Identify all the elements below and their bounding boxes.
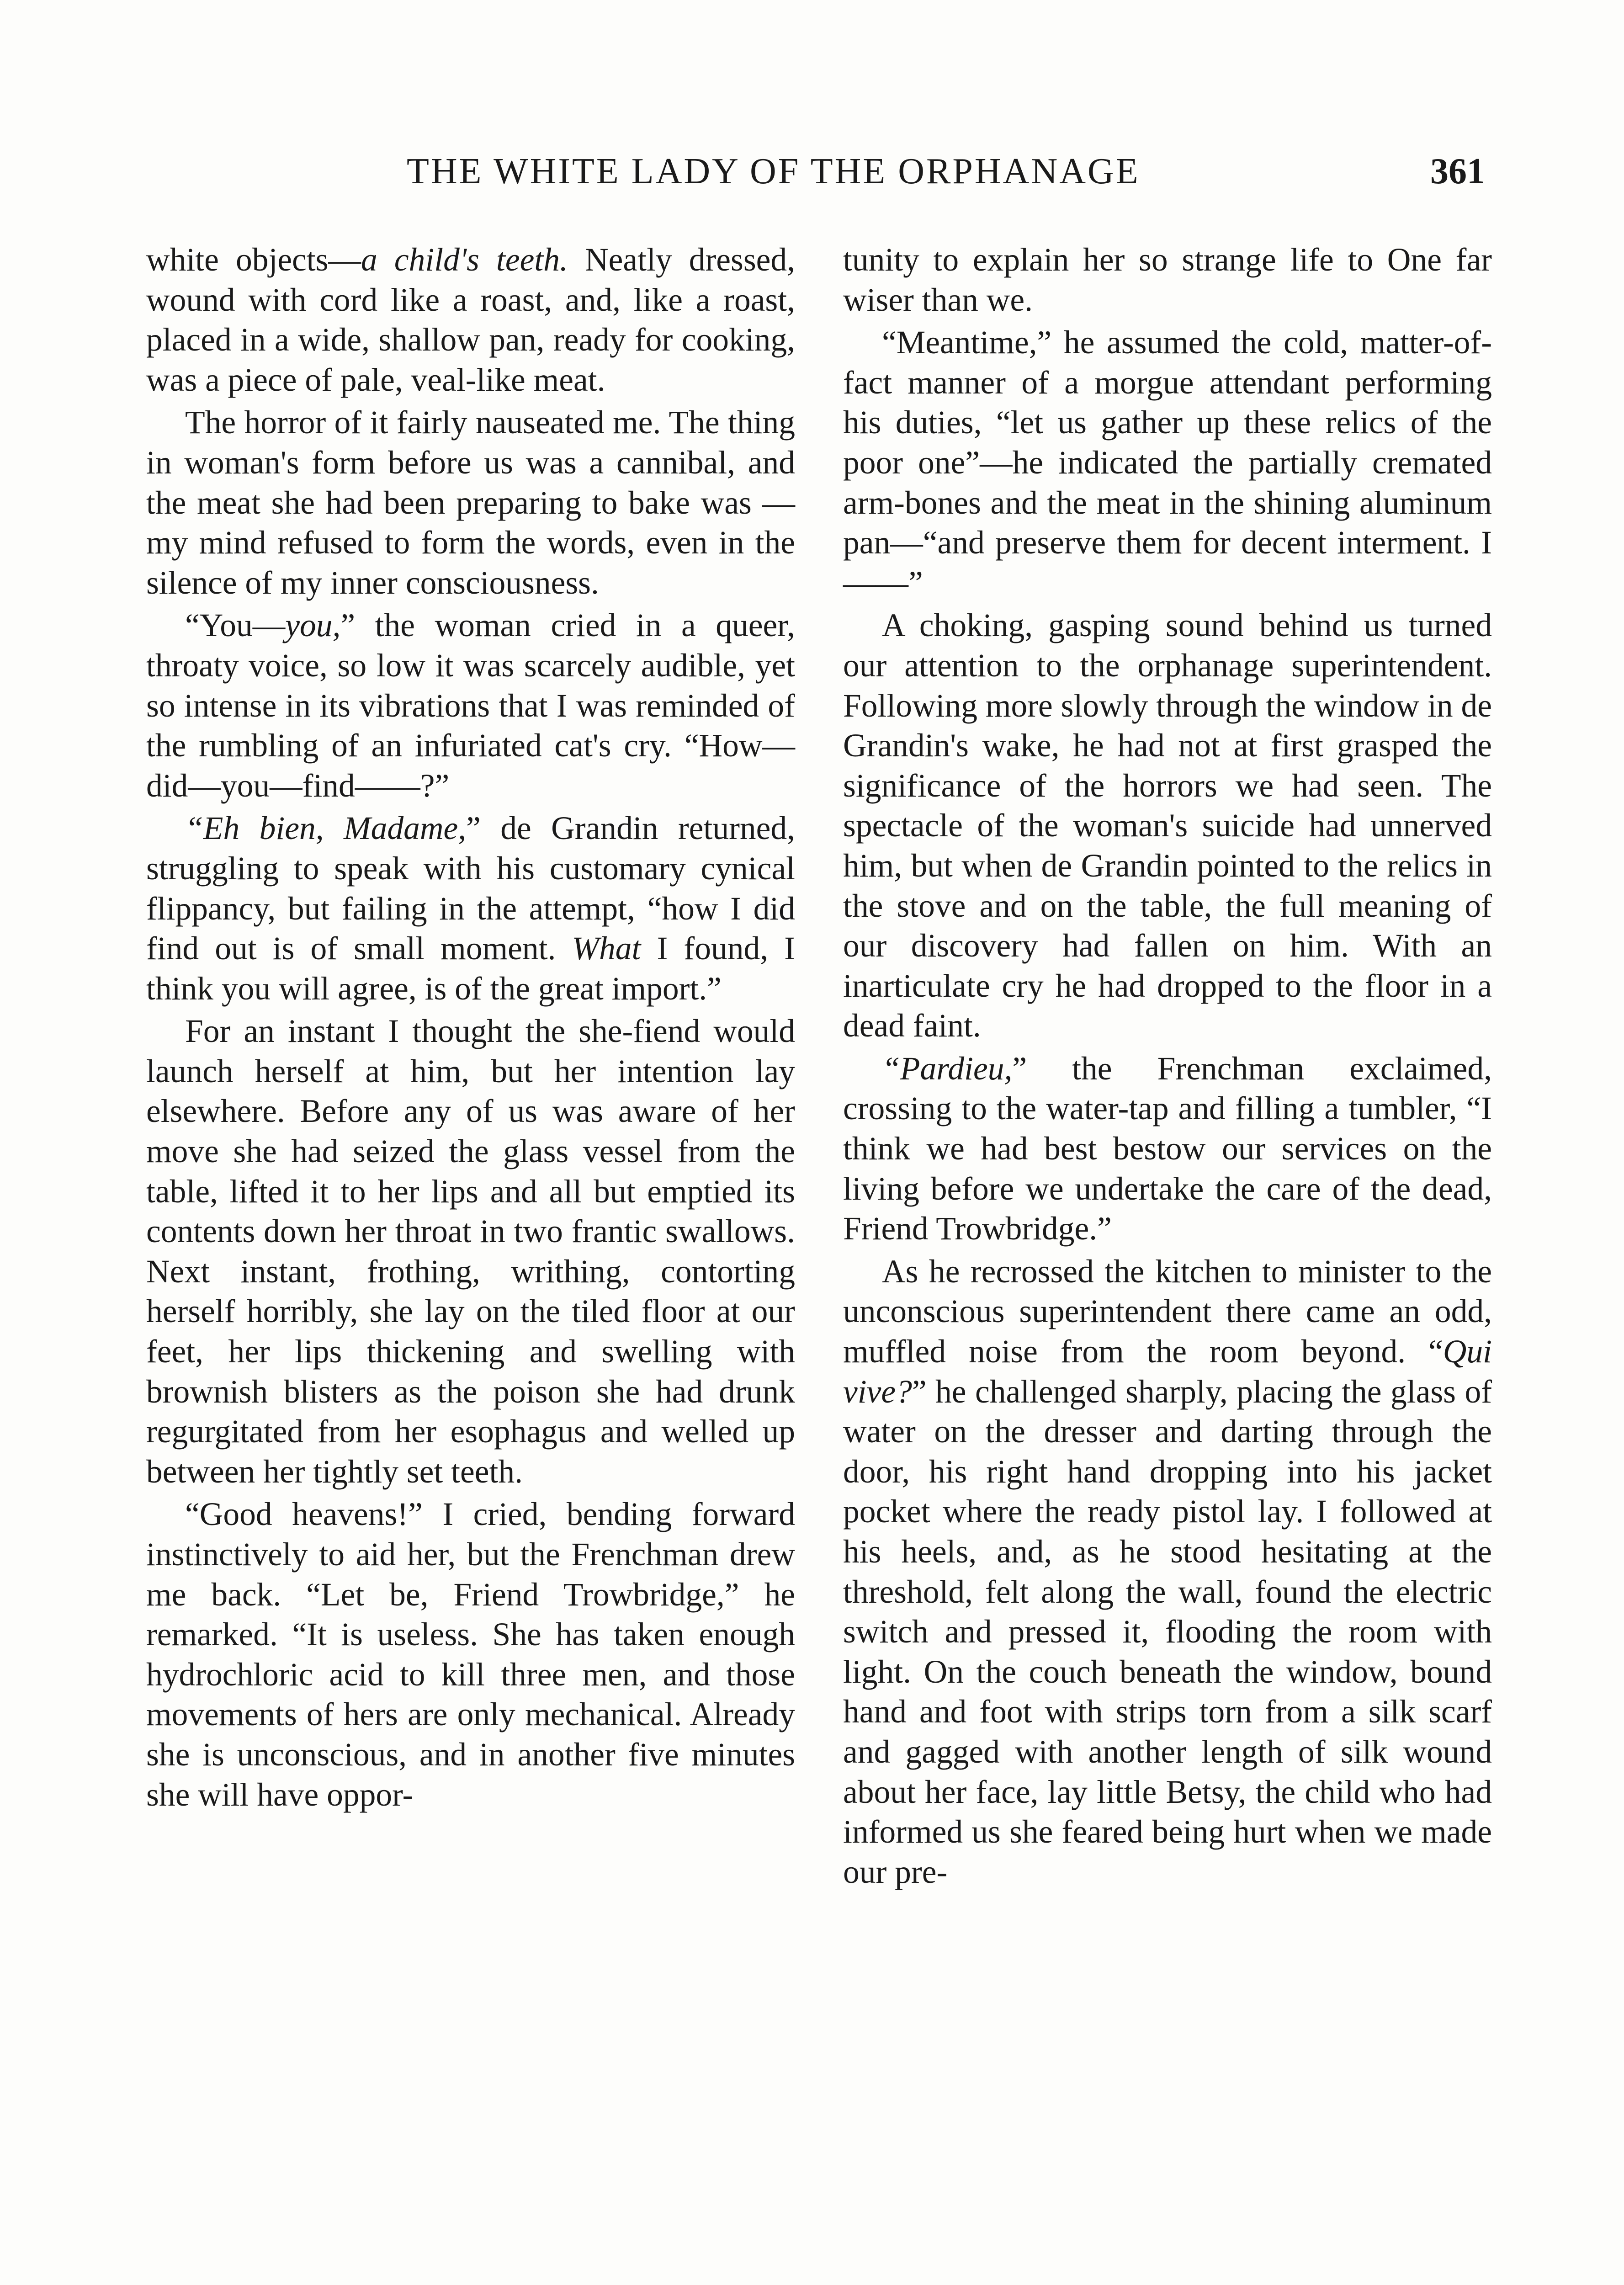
paragraph: [146, 240, 795, 400]
paragraph: [843, 240, 1492, 320]
italic-span: a child's teeth.: [361, 242, 568, 278]
paragraph: [843, 606, 1492, 1046]
paragraph: [146, 1494, 795, 1815]
italic-span: Qui vive?: [843, 1334, 1492, 1410]
italic-span: “Eh bien, Madame,: [185, 810, 467, 847]
text-span: For an instant I thought the she-fiend would launch herself at him, but her intention lay elsewhere. Before any of us was aware of her move she had seized the glass vessel from the table, lifted it to her lips and all but emptied its contents down her throat in two frantic swallows. Next instant, frothing, writhing, contorting herself horribly, she lay on the tiled floor at our feet, her lips thickening and swelling with brownish blisters as the poison she had drunk regurgitated from her esophagus and welled up between her tightly set teeth.: [146, 1013, 795, 1490]
text-span: ” he challenged sharply, placing the glass of water on the dresser and darting through the door, his right hand dropping into his jacket pocket where the ready pistol lay. I followed at his heels, and, as he stood hesitating at the threshold, felt along the wall, found the electric switch and pressed it, flooding the room with light. On the couch beneath the window, bound hand and foot with strips torn from a silk scarf and gagged with another length of silk wound about her face, lay little Betsy, the child who had informed us she feared being hurt when we made our pre-: [843, 1373, 1492, 1890]
text-span: “You—: [185, 607, 286, 644]
text-span: ” de Grandin returned, struggling to speak with his customary cynical flippancy, but failing in the attempt, “how I did find out is of small moment.: [146, 810, 795, 967]
paragraph: [843, 1252, 1492, 1892]
text-span: ” the Frenchman exclaimed, crossing to the water-tap and filling a tumbler, “I think we had best bestow our services on the living before we undertake the care of the dead, Friend Trowbridge.”: [843, 1050, 1492, 1247]
paragraph: [843, 1049, 1492, 1249]
right-text-column: [843, 240, 1492, 1895]
text-span: A choking, gasping sound behind us turned our attention to the orphanage superintendent. Following more slowly through the window in de Grandin's wake, he had not at first grasped the significance of the horrors we had seen. The spectacle of the woman's suicide had unnerved him, but when de Grandin pointed to the relics in the stove and on the table, the full meaning of our discovery had fallen on him. With an inarticulate cry he had dropped to the floor in a dead faint.: [843, 607, 1492, 1044]
text-span: The horror of it fairly nauseated me. The thing in woman's form before us was a cannibal, and the meat she had been preparing to bake was —my mind refused to form the words, even in the silence of my inner consciousness.: [146, 404, 795, 601]
paragraph: [146, 606, 795, 806]
text-span: tunity to explain her so strange life to One far wiser than we.: [843, 242, 1492, 318]
text-span: As he recrossed the kitchen to minister to the unconscious superintendent there came an odd, muffled noise from the room beyond. “: [843, 1253, 1492, 1370]
text-span: “Meantime,” he assumed the cold, matter-of-fact manner of a morgue attendant performing his duties, “let us gather up these relics of the poor one”—he indicated the partially cremated arm-bones and the meat in the shining aluminum pan—“and preserve them for decent interment. I——”: [843, 324, 1492, 601]
paragraph: [843, 323, 1492, 603]
paragraph: [146, 403, 795, 603]
page-number: 361: [1430, 151, 1485, 191]
italic-span: What: [572, 930, 641, 967]
running-title: THE WHITE LADY OF THE ORPHANAGE: [407, 151, 1140, 191]
paragraph: [146, 808, 795, 1009]
text-span: white objects—: [146, 242, 361, 278]
italic-span: you,: [285, 607, 341, 644]
text-span: ” the woman cried in a queer, throaty voice, so low it was scarcely audible, yet so intense in its vibrations that I was reminded of the rumbling of an infuriated cat's cry. “How—did—you—find——?”: [146, 607, 795, 804]
italic-span: “Pardieu,: [882, 1050, 1013, 1087]
running-head: [146, 151, 1485, 192]
text-span: I found, I think you will agree, is of the great import.”: [146, 930, 795, 1007]
left-text-column: [146, 240, 795, 1817]
paragraph: [146, 1011, 795, 1492]
text-span: “Good heavens!” I cried, bending forward instinctively to aid her, but the Frenchman drew me back. “Let be, Friend Trowbridge,” he remarked. “It is useless. She has taken enough hydrochloric acid to kill three men, and those movements of hers are only mechanical. Already she is unconscious, and in another five minutes she will have oppor-: [146, 1496, 795, 1813]
text-span: Neatly dressed, wound with cord like a roast, and, like a roast, placed in a wide, shallow pan, ready for cooking, was a piece of pale, veal-like meat.: [146, 242, 795, 398]
